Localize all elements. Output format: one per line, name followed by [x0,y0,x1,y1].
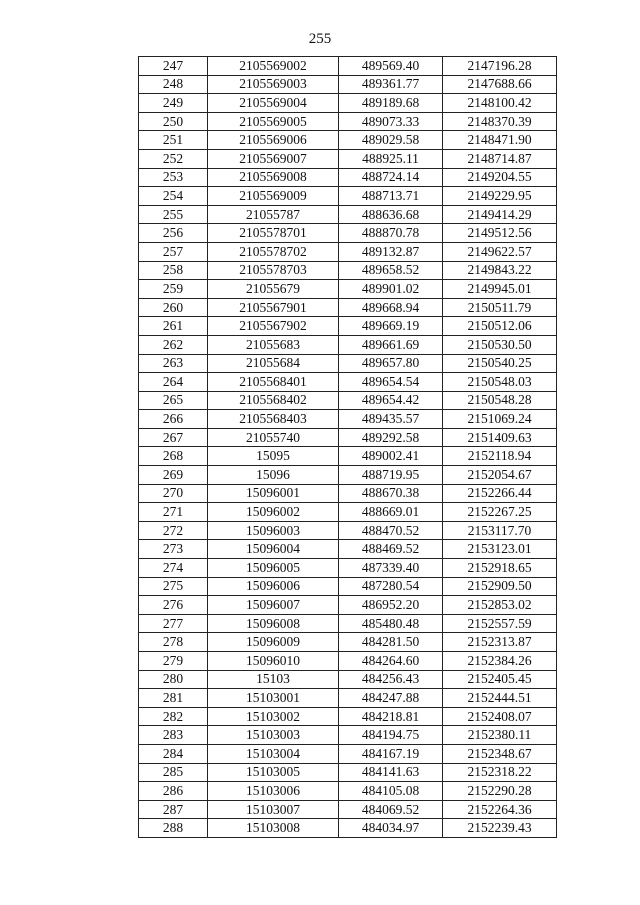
cell-x: 484167.19 [339,744,443,763]
cell-id: 15096004 [208,540,339,559]
cell-y: 2151409.63 [443,428,557,447]
cell-index: 261 [139,317,208,336]
cell-id: 2105567901 [208,298,339,317]
cell-id: 2105569005 [208,112,339,131]
cell-y: 2152853.02 [443,596,557,615]
cell-index: 250 [139,112,208,131]
cell-x: 489189.68 [339,94,443,113]
table-row [139,335,557,354]
table-row [139,391,557,410]
cell-x: 489435.57 [339,410,443,429]
cell-index: 257 [139,242,208,261]
cell-index: 260 [139,298,208,317]
cell-y: 2152444.51 [443,689,557,708]
cell-id: 2105569009 [208,187,339,206]
table-row [139,744,557,763]
cell-x: 488713.71 [339,187,443,206]
table-row [139,763,557,782]
cell-id: 15103005 [208,763,339,782]
cell-y: 2148471.90 [443,131,557,150]
cell-id: 21055683 [208,335,339,354]
table-row [139,242,557,261]
cell-x: 489361.77 [339,75,443,94]
cell-index: 253 [139,168,208,187]
cell-y: 2149414.29 [443,205,557,224]
cell-y: 2150548.28 [443,391,557,410]
cell-id: 2105569008 [208,168,339,187]
table-row [139,540,557,559]
cell-id: 15103 [208,670,339,689]
table-row [139,577,557,596]
cell-id: 15096008 [208,614,339,633]
cell-y: 2152318.22 [443,763,557,782]
cell-y: 2150530.50 [443,335,557,354]
cell-x: 484247.88 [339,689,443,708]
table-row [139,317,557,336]
cell-y: 2150540.25 [443,354,557,373]
table-row [139,559,557,578]
cell-id: 21055740 [208,428,339,447]
cell-x: 486952.20 [339,596,443,615]
cell-index: 247 [139,57,208,76]
table-row [139,614,557,633]
cell-y: 2149229.95 [443,187,557,206]
cell-id: 2105569003 [208,75,339,94]
cell-y: 2149512.56 [443,224,557,243]
cell-y: 2149945.01 [443,280,557,299]
cell-y: 2152239.43 [443,819,557,838]
table-row [139,205,557,224]
table-row [139,298,557,317]
cell-index: 286 [139,782,208,801]
cell-y: 2149204.55 [443,168,557,187]
cell-index: 272 [139,521,208,540]
cell-y: 2152267.25 [443,503,557,522]
table-row [139,280,557,299]
cell-index: 281 [139,689,208,708]
cell-index: 276 [139,596,208,615]
cell-y: 2152348.67 [443,744,557,763]
cell-x: 487280.54 [339,577,443,596]
cell-index: 249 [139,94,208,113]
table-row [139,57,557,76]
cell-id: 2105567902 [208,317,339,336]
cell-index: 285 [139,763,208,782]
cell-index: 283 [139,726,208,745]
table-row [139,633,557,652]
cell-index: 275 [139,577,208,596]
cell-y: 2152290.28 [443,782,557,801]
cell-x: 488719.95 [339,466,443,485]
coordinate-table-body [139,57,557,838]
cell-index: 256 [139,224,208,243]
cell-x: 484281.50 [339,633,443,652]
cell-x: 489292.58 [339,428,443,447]
cell-id: 15103002 [208,707,339,726]
cell-index: 274 [139,559,208,578]
table-row [139,782,557,801]
cell-y: 2152313.87 [443,633,557,652]
table-row [139,261,557,280]
cell-x: 488870.78 [339,224,443,243]
cell-x: 489661.69 [339,335,443,354]
cell-x: 489073.33 [339,112,443,131]
cell-y: 2152405.45 [443,670,557,689]
cell-index: 287 [139,800,208,819]
cell-x: 489002.41 [339,447,443,466]
cell-id: 2105578702 [208,242,339,261]
cell-index: 255 [139,205,208,224]
cell-id: 21055679 [208,280,339,299]
cell-y: 2153123.01 [443,540,557,559]
table-row [139,596,557,615]
table-row [139,373,557,392]
cell-y: 2152266.44 [443,484,557,503]
cell-x: 484256.43 [339,670,443,689]
table-row [139,800,557,819]
cell-index: 252 [139,149,208,168]
cell-index: 271 [139,503,208,522]
cell-y: 2152264.36 [443,800,557,819]
cell-x: 489658.52 [339,261,443,280]
table-row [139,670,557,689]
cell-y: 2147196.28 [443,57,557,76]
cell-x: 488636.68 [339,205,443,224]
cell-x: 484264.60 [339,652,443,671]
cell-id: 15096007 [208,596,339,615]
cell-y: 2151069.24 [443,410,557,429]
cell-id: 2105578703 [208,261,339,280]
cell-id: 15096010 [208,652,339,671]
cell-id: 15096 [208,466,339,485]
cell-x: 488724.14 [339,168,443,187]
cell-x: 489029.58 [339,131,443,150]
cell-index: 284 [139,744,208,763]
table-row [139,168,557,187]
cell-y: 2152918.65 [443,559,557,578]
table-row [139,112,557,131]
cell-index: 269 [139,466,208,485]
cell-id: 2105568403 [208,410,339,429]
cell-index: 264 [139,373,208,392]
cell-id: 2105569006 [208,131,339,150]
table-row [139,521,557,540]
cell-y: 2152384.26 [443,652,557,671]
table-row [139,131,557,150]
cell-id: 15096002 [208,503,339,522]
cell-id: 2105578701 [208,224,339,243]
cell-index: 258 [139,261,208,280]
cell-y: 2148100.42 [443,94,557,113]
cell-id: 2105569004 [208,94,339,113]
cell-x: 489901.02 [339,280,443,299]
cell-y: 2152118.94 [443,447,557,466]
table-row [139,187,557,206]
cell-index: 279 [139,652,208,671]
cell-id: 2105569002 [208,57,339,76]
cell-x: 489132.87 [339,242,443,261]
coordinate-table [138,56,557,838]
cell-index: 254 [139,187,208,206]
cell-id: 15096003 [208,521,339,540]
cell-x: 489654.54 [339,373,443,392]
cell-id: 15095 [208,447,339,466]
cell-index: 262 [139,335,208,354]
cell-id: 2105568401 [208,373,339,392]
cell-x: 488470.52 [339,521,443,540]
cell-id: 15103007 [208,800,339,819]
cell-x: 484034.97 [339,819,443,838]
cell-y: 2152557.59 [443,614,557,633]
cell-x: 488925.11 [339,149,443,168]
cell-x: 488469.52 [339,540,443,559]
cell-index: 267 [139,428,208,447]
cell-y: 2149622.57 [443,242,557,261]
cell-id: 15103006 [208,782,339,801]
table-row [139,94,557,113]
cell-id: 15103008 [208,819,339,838]
cell-x: 489657.80 [339,354,443,373]
table-row [139,410,557,429]
cell-index: 270 [139,484,208,503]
cell-index: 251 [139,131,208,150]
cell-index: 273 [139,540,208,559]
cell-x: 484105.08 [339,782,443,801]
cell-index: 282 [139,707,208,726]
cell-id: 15096001 [208,484,339,503]
table-row [139,707,557,726]
cell-x: 488669.01 [339,503,443,522]
cell-y: 2152408.07 [443,707,557,726]
table-row [139,466,557,485]
cell-y: 2152380.11 [443,726,557,745]
cell-id: 2105568402 [208,391,339,410]
table-row [139,819,557,838]
cell-y: 2149843.22 [443,261,557,280]
cell-y: 2152054.67 [443,466,557,485]
cell-id: 15096006 [208,577,339,596]
cell-x: 489668.94 [339,298,443,317]
table-row [139,652,557,671]
cell-index: 268 [139,447,208,466]
cell-index: 263 [139,354,208,373]
cell-index: 265 [139,391,208,410]
cell-y: 2148370.39 [443,112,557,131]
cell-y: 2150548.03 [443,373,557,392]
cell-x: 487339.40 [339,559,443,578]
table-row [139,224,557,243]
cell-y: 2150512.06 [443,317,557,336]
table-row [139,447,557,466]
cell-id: 15103003 [208,726,339,745]
table-row [139,149,557,168]
page-number: 255 [308,31,332,47]
cell-id: 21055684 [208,354,339,373]
table-row [139,689,557,708]
table-row [139,484,557,503]
cell-x: 484141.63 [339,763,443,782]
table-row [139,75,557,94]
cell-id: 15103001 [208,689,339,708]
cell-index: 259 [139,280,208,299]
table-row [139,503,557,522]
cell-y: 2150511.79 [443,298,557,317]
cell-id: 15096005 [208,559,339,578]
table-row [139,354,557,373]
table-row [139,726,557,745]
cell-x: 485480.48 [339,614,443,633]
cell-x: 484218.81 [339,707,443,726]
cell-id: 21055787 [208,205,339,224]
cell-index: 248 [139,75,208,94]
cell-id: 15103004 [208,744,339,763]
cell-x: 484069.52 [339,800,443,819]
cell-y: 2147688.66 [443,75,557,94]
cell-id: 15096009 [208,633,339,652]
table-row [139,428,557,447]
cell-id: 2105569007 [208,149,339,168]
cell-y: 2148714.87 [443,149,557,168]
cell-x: 489654.42 [339,391,443,410]
cell-y: 2153117.70 [443,521,557,540]
cell-x: 489669.19 [339,317,443,336]
cell-x: 484194.75 [339,726,443,745]
cell-x: 488670.38 [339,484,443,503]
cell-index: 266 [139,410,208,429]
cell-index: 277 [139,614,208,633]
cell-index: 280 [139,670,208,689]
cell-x: 489569.40 [339,57,443,76]
cell-index: 288 [139,819,208,838]
cell-index: 278 [139,633,208,652]
cell-y: 2152909.50 [443,577,557,596]
